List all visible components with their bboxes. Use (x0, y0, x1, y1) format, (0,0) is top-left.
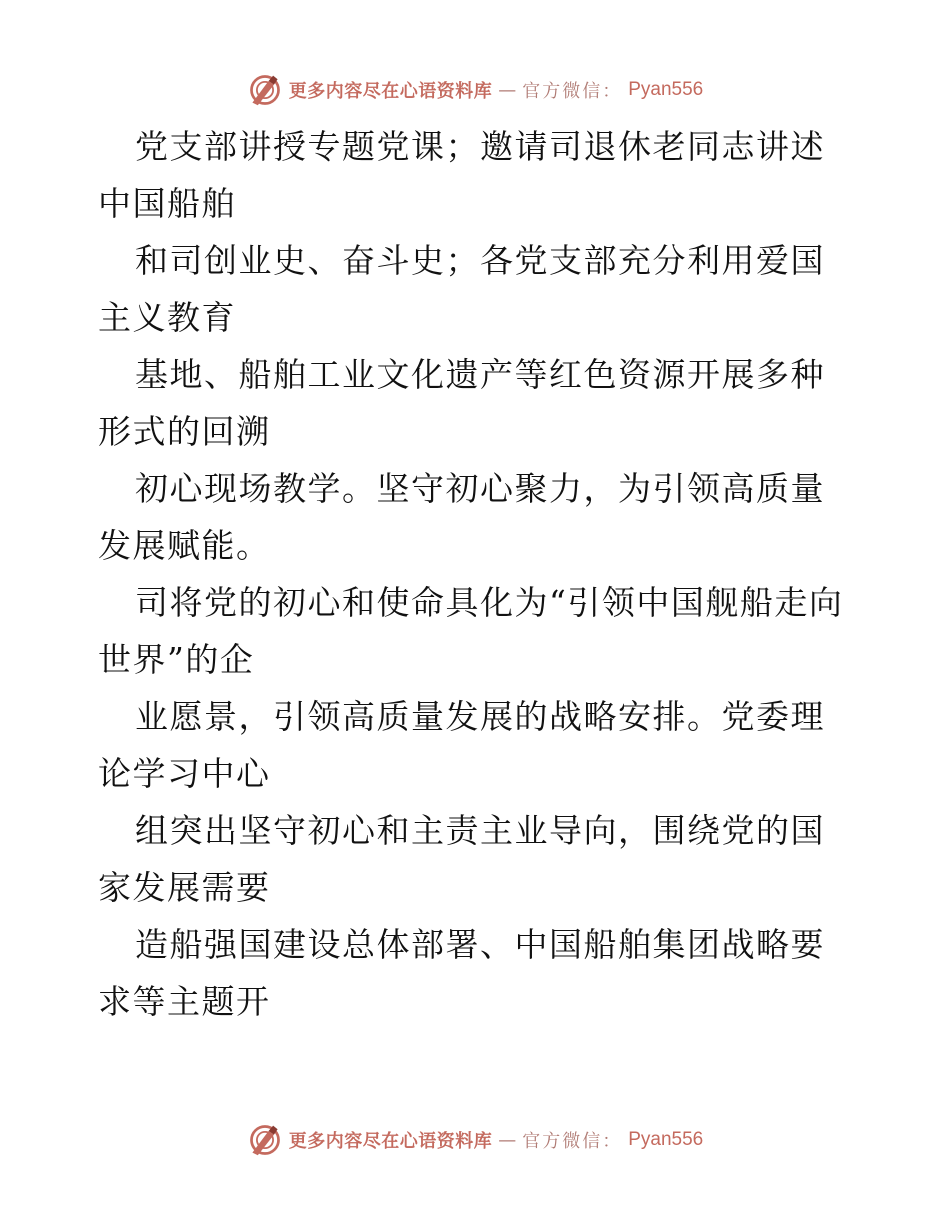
header-wechat-label: 官方微信： (522, 81, 623, 102)
header-wechat-id: Pyan556 (628, 79, 704, 100)
pen-logo-icon (247, 1122, 283, 1158)
footer-watermark (0, 1120, 950, 1160)
paragraph-5: 司将党的初心和使命具化为“引领中国舰船走向世界”的企 (98, 583, 844, 679)
footer-wechat-id: Pyan556 (628, 1129, 704, 1150)
footer-brand-text: 更多内容尽在心语资料库 (288, 1131, 493, 1152)
footer-dash: — (498, 1129, 517, 1151)
header-watermark (0, 70, 950, 110)
paragraph-1: 党支部讲授专题党课；邀请司退休老同志讲述中国船舶 (98, 127, 825, 223)
document-body (98, 118, 858, 1030)
paragraph-2: 和司创业史、奋斗史；各党支部充分利用爱国主义教育 (98, 241, 825, 337)
paragraph-6: 业愿景，引领高质量发展的战略安排。党委理论学习中心 (98, 697, 825, 793)
header-dash: — (498, 79, 517, 101)
pen-logo-icon (247, 72, 283, 108)
paragraph-7: 组突出坚守初心和主责主业导向，围绕党的国家发展需要 (98, 811, 825, 907)
paragraph-3: 基地、船舶工业文化遗产等红色资源开展多种形式的回溯 (98, 355, 825, 451)
footer-wechat-label: 官方微信： (522, 1131, 623, 1152)
paragraph-8: 造船强国建设总体部署、中国船舶集团战略要求等主题开 (98, 925, 825, 1021)
header-brand-text: 更多内容尽在心语资料库 (288, 81, 493, 102)
paragraph-4: 初心现场教学。坚守初心聚力，为引领高质量发展赋能。 (98, 469, 825, 565)
